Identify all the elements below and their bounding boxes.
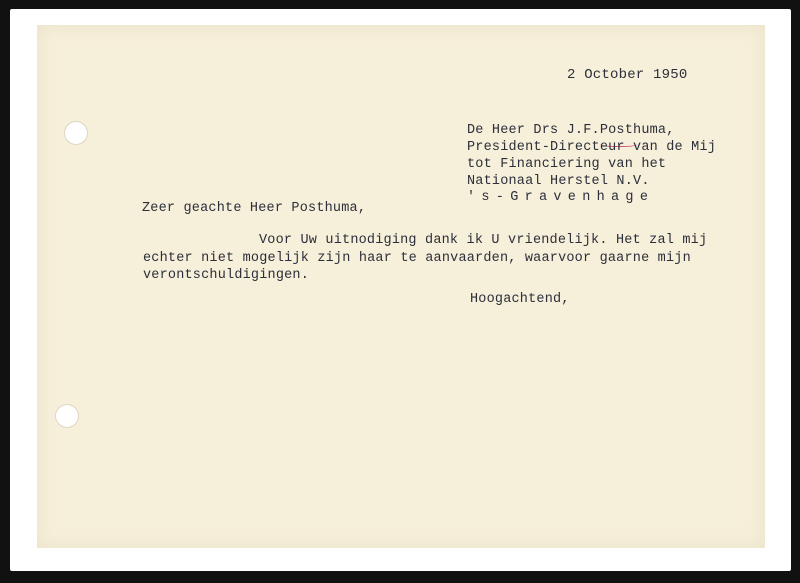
letter-date: 2 October 1950 — [567, 67, 688, 83]
punch-hole-bottom — [56, 405, 78, 427]
recipient-city: 's-Gravenhage — [467, 190, 655, 205]
closing: Hoogachtend, — [470, 292, 570, 307]
recipient-line-3: tot Financiering van het — [467, 157, 667, 172]
letter-sheet — [37, 25, 765, 548]
body-line-2: echter niet mogelijk zijn haar te aanvaarden, waarvoor gaarne mijn — [143, 251, 691, 266]
body-line-3: verontschuldigingen. — [143, 268, 310, 283]
salutation: Zeer geachte Heer Posthuma, — [142, 201, 367, 216]
recipient-line-1: De Heer Drs J.F.Posthuma, — [467, 123, 675, 138]
recipient-line-4: Nationaal Herstel N.V. — [467, 174, 650, 189]
body-line-1: Voor Uw uitnodiging dank ik U vriendelijk. Het zal mij — [259, 233, 708, 248]
recipient-line-2: President-Directeur van de Mij — [467, 140, 717, 155]
punch-hole-top — [65, 122, 87, 144]
